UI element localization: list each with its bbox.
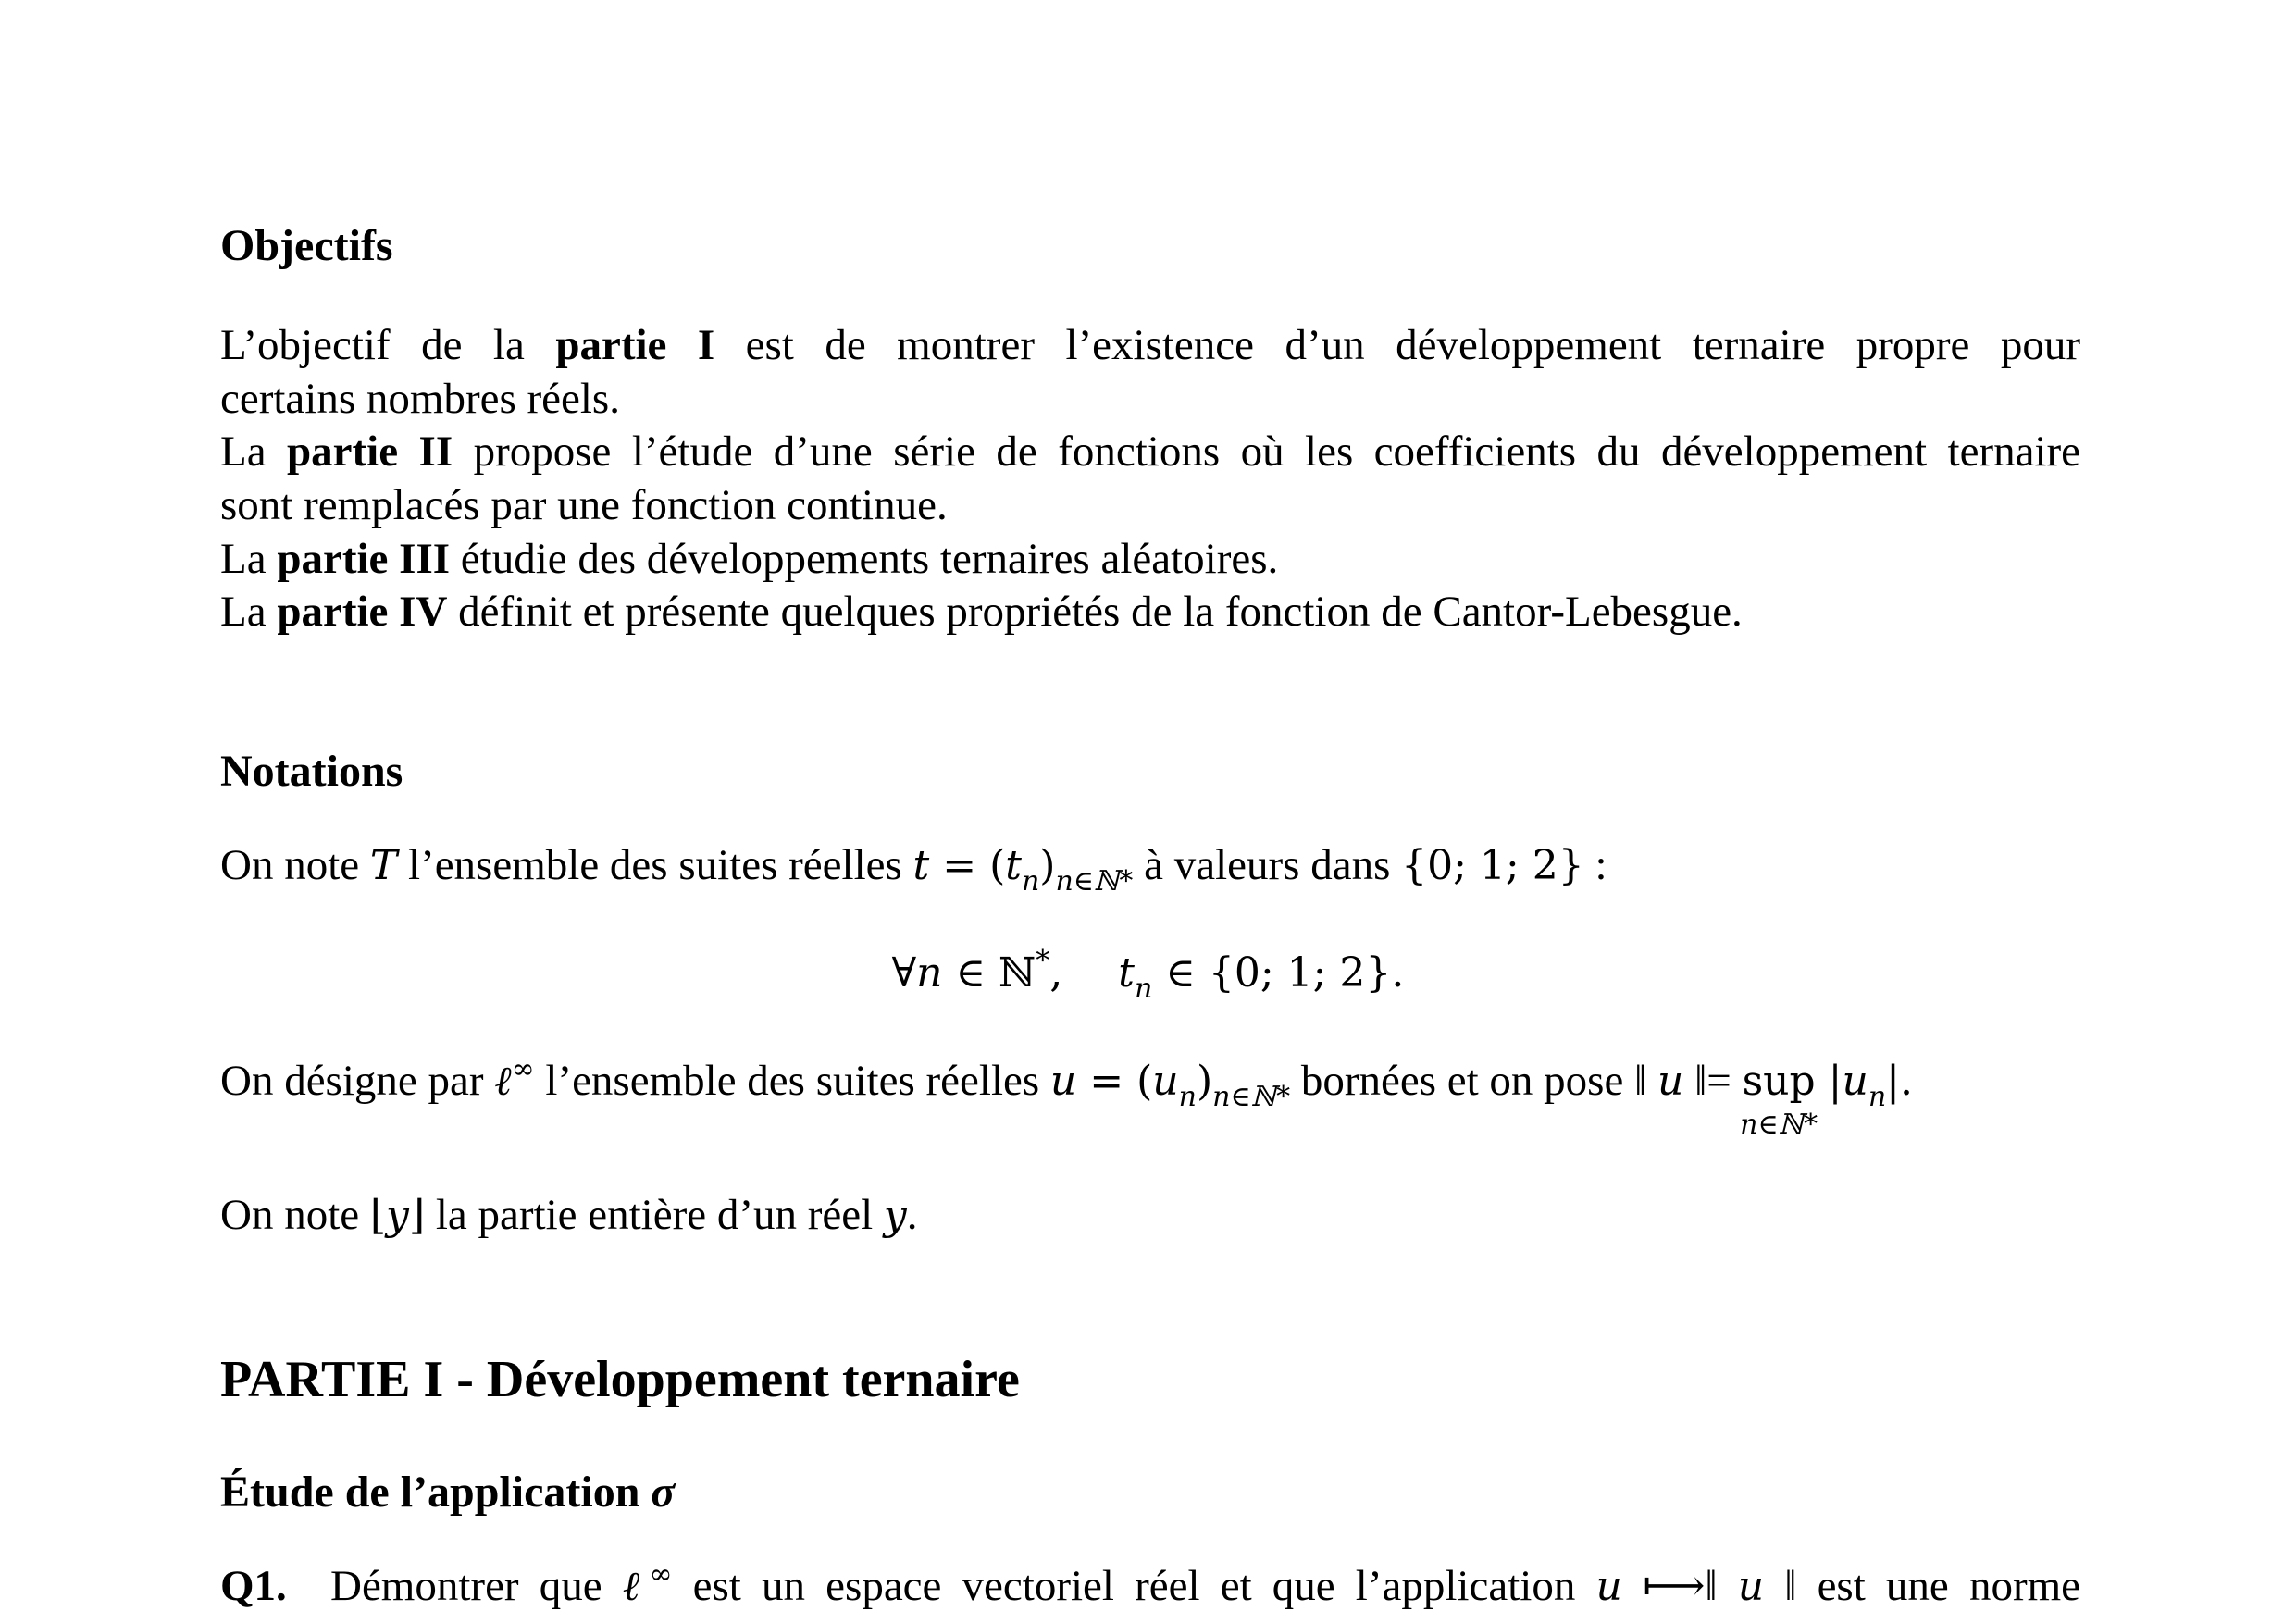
sup-index: n∈ℕ* (1740, 1109, 1818, 1141)
text: la partie entière d’un réel (425, 1191, 884, 1239)
math-superscript: * (1036, 945, 1050, 977)
math-symbol: u (1737, 1563, 1765, 1610)
question-text-q1 (330, 1559, 2080, 1618)
math-symbol: t (1005, 842, 1022, 889)
math-symbol: u (1842, 1058, 1868, 1105)
math-symbol: ℓ (494, 1058, 512, 1105)
math-symbol: n (916, 949, 943, 997)
math-symbol: | (1815, 1058, 1843, 1105)
text: bornées et on pose ‖ (1290, 1057, 1658, 1105)
math-symbol: u (1152, 1058, 1179, 1105)
math-symbol: = ( (1076, 1058, 1153, 1105)
text: est un espace vectoriel réel et que l’application (672, 1562, 1596, 1610)
bold-text: partie IV (277, 588, 448, 636)
math-symbol: ∈ {0; 1; 2}. (1152, 949, 1405, 997)
objectives-p1-line1 (220, 318, 2080, 372)
math-symbol: = ( (929, 842, 1006, 889)
notation-linf-line (220, 1053, 2080, 1141)
notations-heading: Notations (220, 747, 403, 796)
text: On note (220, 1191, 370, 1239)
math-subscript: n (1134, 973, 1153, 1005)
bold-text: partie III (277, 535, 451, 583)
math-symbol: ∈ ℕ (942, 949, 1036, 997)
part1-heading: PARTIE I - Développement ternaire (220, 1351, 1020, 1408)
math-symbol: T (369, 842, 398, 889)
math-symbol: u (1657, 1058, 1684, 1105)
math-symbol: u (1595, 1563, 1622, 1610)
math-symbol: ⌋ (408, 1192, 426, 1239)
objectives-p2-line2: sont remplacés par une fonction continue. (220, 481, 948, 529)
sup-operator (1740, 1054, 1818, 1141)
math-symbol: ⟼‖ (1621, 1562, 1738, 1610)
notation-set-T-line (220, 838, 2080, 898)
text: La (220, 535, 278, 583)
question-label-q1: Q1. (220, 1562, 287, 1610)
text: l’ensemble des suites réelles (397, 841, 913, 889)
text: ‖= (1683, 1057, 1743, 1105)
math-symbol: |. (1886, 1058, 1913, 1105)
objectives-p4-line (220, 585, 2080, 638)
math-symbol: σ (651, 1468, 676, 1517)
math-symbol: y (883, 1192, 907, 1239)
math-symbol: ⌊ (369, 1192, 387, 1239)
objectives-p2-line1 (220, 425, 2080, 478)
part1-subheading (220, 1466, 675, 1519)
sup-label: sup (1742, 1058, 1816, 1105)
text: est de montrer l’existence d’un développement ternaire propre pour (714, 321, 2080, 369)
text: La (220, 588, 278, 636)
text: Étude de l’application (220, 1468, 652, 1517)
math-subscript: n (1021, 865, 1040, 898)
text: On note (220, 841, 370, 889)
math-symbol: ) (1039, 842, 1056, 889)
math-superscript: ∞ (649, 1558, 673, 1591)
math-symbol: ) (1196, 1058, 1213, 1105)
objectives-p1-line2: certains nombres réels. (220, 375, 620, 423)
text: . (906, 1191, 918, 1239)
math-symbol: u (1049, 1058, 1077, 1105)
math-subscript: n∈ℕ* (1055, 865, 1134, 898)
objectives-paragraph-1 (220, 318, 2080, 426)
bold-text: partie II (287, 427, 453, 476)
math-symbol: ∀ (891, 949, 917, 997)
objectives-p3-line (220, 532, 2080, 586)
math-symbol: t (912, 842, 930, 889)
objectives-heading: Objectifs (220, 221, 393, 270)
math-symbol: t (1118, 949, 1135, 997)
text: ‖ est une norme (1764, 1562, 2081, 1610)
objectives-paragraph-2 (220, 425, 2080, 532)
text: On désigne par (220, 1057, 495, 1105)
math-subscript: n (1178, 1081, 1197, 1113)
objectives-paragraph-4 (220, 585, 2080, 638)
notation-floor (220, 1188, 2080, 1243)
text: l’ensemble des suites réelles (534, 1057, 1050, 1105)
math-subscript: n (1868, 1081, 1887, 1113)
text: La (220, 427, 288, 476)
display-equation-T (0, 947, 2296, 1005)
math-symbol: y (386, 1192, 409, 1239)
text: à valeurs dans (1133, 841, 1402, 889)
math-symbol: ℓ (622, 1563, 650, 1610)
math-symbol: , (1049, 949, 1063, 997)
notation-set-T (220, 838, 2080, 898)
objectives-paragraph-3 (220, 532, 2080, 586)
text: : (1583, 841, 1607, 889)
question-text-q1-line (330, 1559, 2080, 1618)
notation-floor-line (220, 1188, 2080, 1243)
math-subscript: n∈ℕ* (1212, 1081, 1291, 1113)
text: L’objectif de la (220, 321, 556, 369)
math-superscript: ∞ (511, 1053, 535, 1085)
text: Démontrer que (330, 1562, 623, 1610)
bold-text: partie I (555, 321, 715, 369)
text: propose l’étude d’une série de fonctions où les coefficients du développement ternaire (453, 427, 2081, 476)
text: étudie des développements ternaires aléatoires. (450, 535, 1279, 583)
notation-linf (220, 1053, 2080, 1141)
text: définit et présente quelques propriétés de la fonction de Cantor-Lebesgue. (447, 588, 1743, 636)
math-symbol: {0; 1; 2} (1401, 842, 1584, 889)
